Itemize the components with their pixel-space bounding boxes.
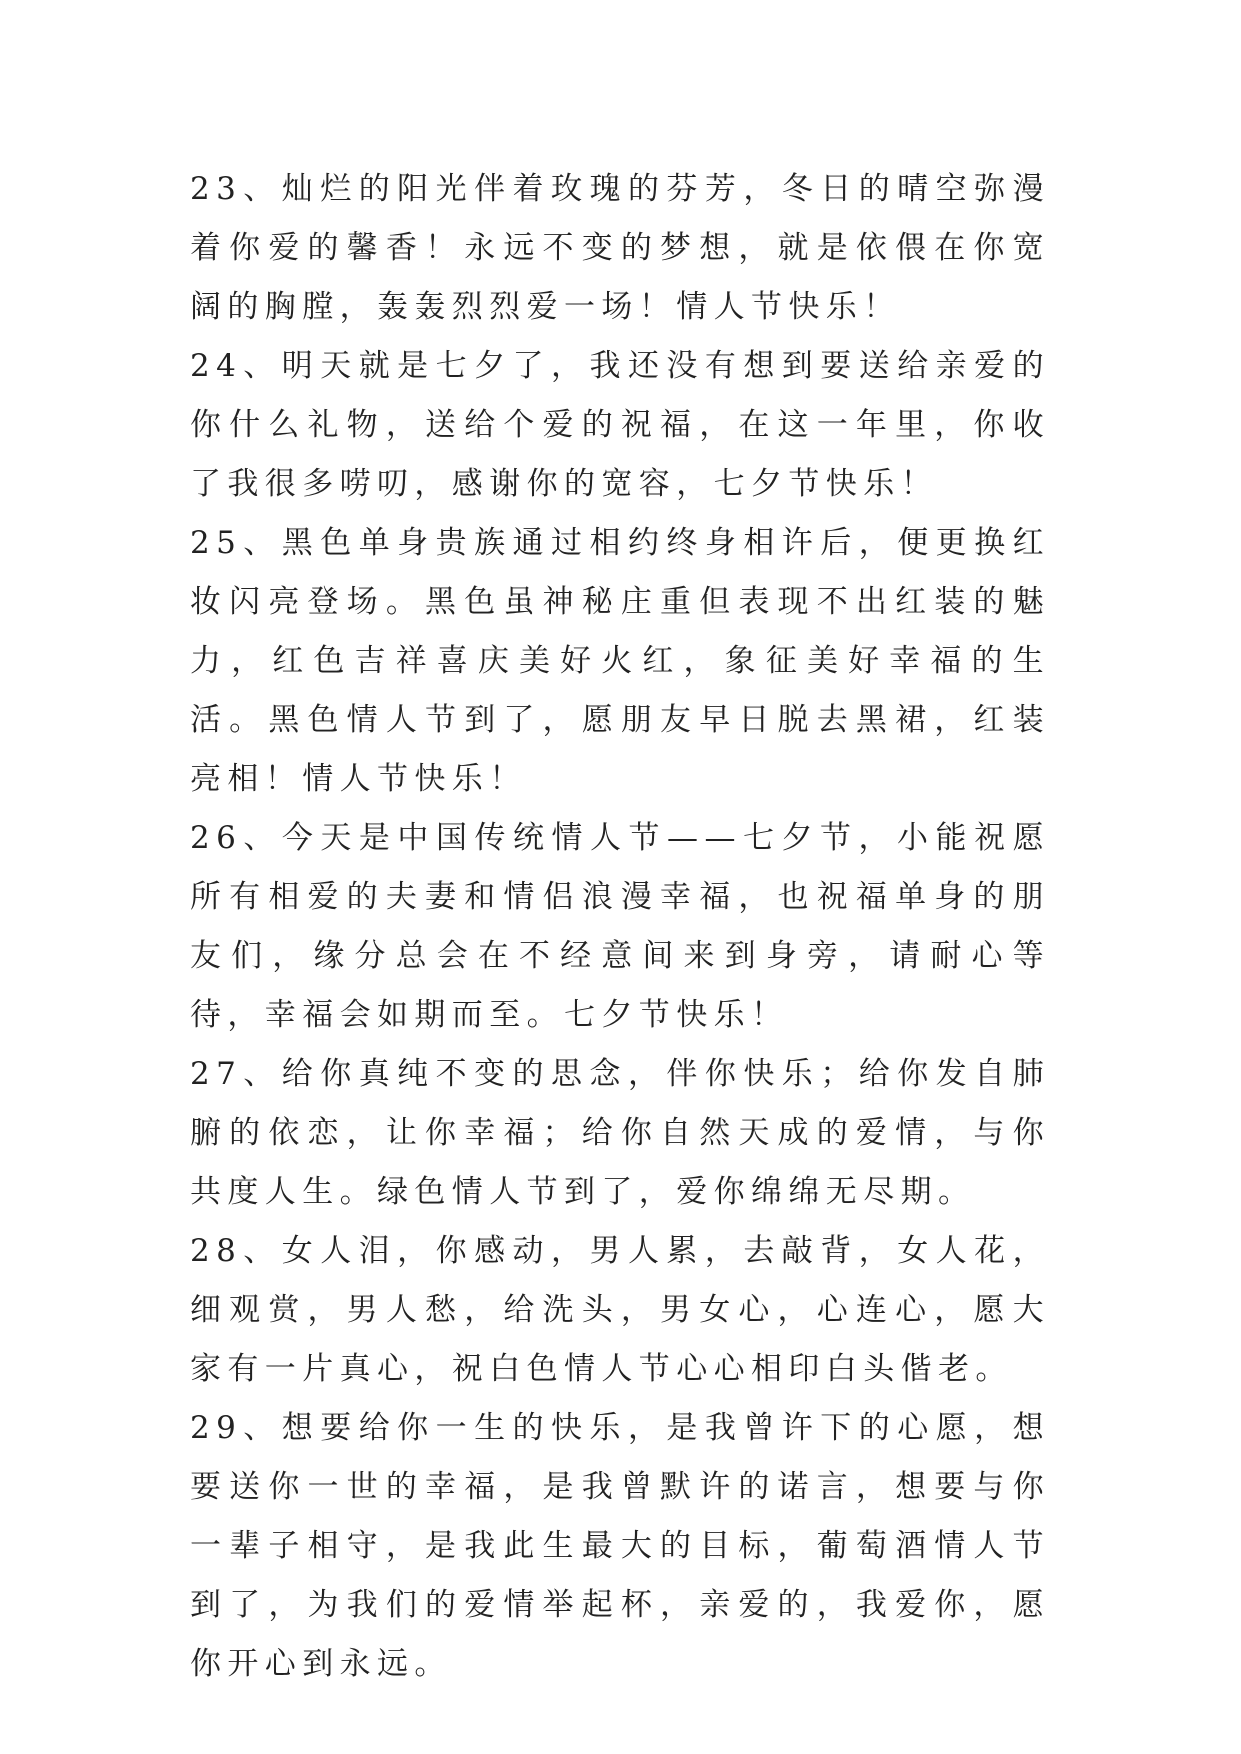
paragraph-28: 28、女人泪，你感动，男人累，去敲背，女人花，细观赏，男人愁，给洗头，男女心，心连心，愿大家有一片真心，祝白色情人节心心相印白头偕老。: [190, 1233, 1050, 1387]
paragraph-23: 23、灿烂的阳光伴着玫瑰的芬芳，冬日的晴空弥漫着你爱的馨香！永远不变的梦想，就是依偎在你宽阔的胸膛，轰轰烈烈爱一场！情人节快乐！: [190, 171, 1050, 325]
document-body: [190, 160, 1050, 1694]
paragraph-26: 26、今天是中国传统情人节——七夕节，小能祝愿所有相爱的夫妻和情侣浪漫幸福，也祝福单身的朋友们，缘分总会在不经意间来到身旁，请耐心等待，幸福会如期而至。七夕节快乐！: [190, 820, 1050, 1033]
paragraph-27: 27、给你真纯不变的思念，伴你快乐；给你发自肺腑的依恋，让你幸福；给你自然天成的爱情，与你共度人生。绿色情人节到了，爱你绵绵无尽期。: [190, 1056, 1050, 1210]
paragraph-29: 29、想要给你一生的快乐，是我曾许下的心愿，想要送你一世的幸福，是我曾默许的诺言，想要与你一辈子相守，是我此生最大的目标，葡萄酒情人节到了，为我们的爱情举起杯，亲爱的，我爱你，愿你开心到永远。: [190, 1410, 1050, 1682]
paragraph-25: 25、黑色单身贵族通过相约终身相许后，便更换红妆闪亮登场。黑色虽神秘庄重但表现不出红装的魅力，红色吉祥喜庆美好火红，象征美好幸福的生活。黑色情人节到了，愿朋友早日脱去黑裙，红装亮相！情人节快乐！: [190, 525, 1050, 797]
paragraph-24: 24、明天就是七夕了，我还没有想到要送给亲爱的你什么礼物，送给个爱的祝福，在这一年里，你收了我很多唠叨，感谢你的宽容，七夕节快乐！: [190, 348, 1050, 502]
